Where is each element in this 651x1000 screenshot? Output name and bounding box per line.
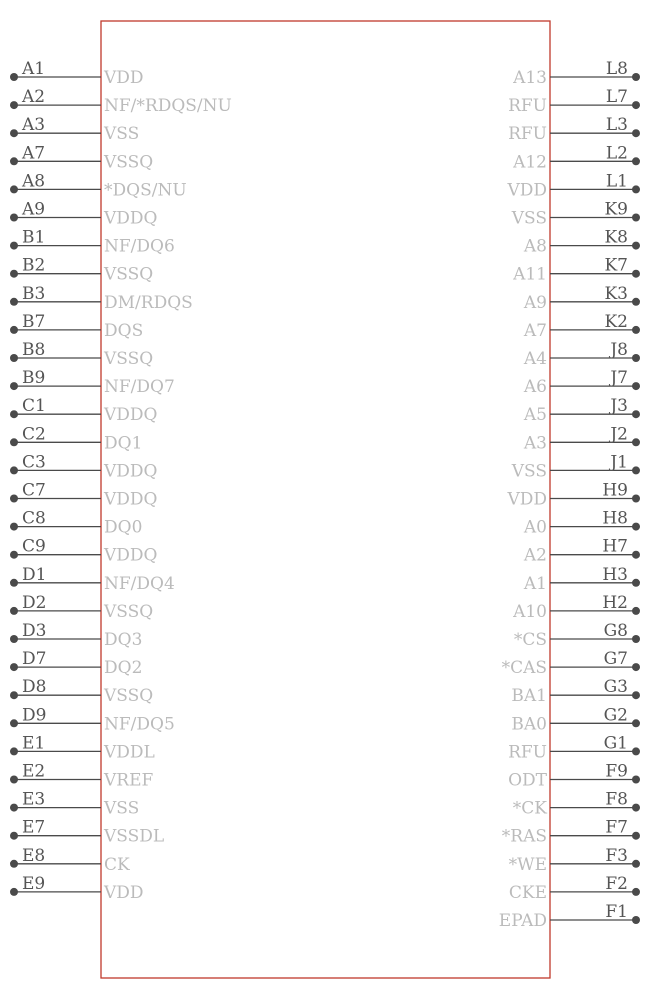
right-pin [513,790,640,819]
pin-number-label: J8 [610,340,628,360]
pin-number-label: L8 [605,59,628,79]
right-pin [508,87,640,116]
pin-number-label: A8 [22,171,46,192]
left-pin [10,87,232,116]
pin-number-label: K7 [604,255,628,276]
pin-connection-dot [10,326,18,334]
pin-number-label: D2 [22,592,47,613]
pin-number-label: H2 [602,592,628,613]
pin-number-label: K9 [604,199,628,220]
left-pin [10,733,155,762]
pin-connection-dot [632,214,640,222]
pin-number-label: K2 [604,311,628,332]
pin-name-label: RFU [508,96,547,117]
pin-connection-dot [10,691,18,699]
pin-name-label: VSSDL [104,826,165,847]
pin-connection-dot [10,129,18,137]
pin-connection-dot [632,719,640,727]
left-pin [10,621,142,650]
right-pin [523,284,640,313]
pin-number-label: F3 [605,845,628,866]
right-pin [508,762,640,791]
pin-name-label: A1 [523,573,547,594]
pin-connection-dot [632,916,640,924]
pin-number-label: D1 [22,564,47,585]
pin-name-label: VSSQ [104,601,154,622]
right-pin [508,733,640,762]
pin-name-label: VSS [104,798,140,819]
pin-name-label: DQ0 [104,517,143,538]
pin-name-label: *DQS/NU [104,180,187,201]
pin-name-label: A9 [523,292,547,313]
pin-name-label: A12 [513,152,547,173]
pin-name-label: A13 [513,68,547,88]
pin-number-label: J7 [610,368,628,389]
pin-number-label: D8 [22,677,47,698]
right-pin [512,59,640,88]
left-pin [10,649,142,678]
pin-name-label: VDDQ [104,545,158,566]
pin-connection-dot [10,551,18,559]
pin-name-label: CKE [508,882,547,903]
pin-connection-dot [10,579,18,587]
pin-connection-dot [632,410,640,418]
pin-connection-dot [632,551,640,559]
pin-name-label: VDDQ [104,405,158,426]
pin-number-label: G3 [603,677,628,698]
right-pin [523,340,640,369]
pin-connection-dot [632,579,640,587]
pin-name-label: NF/DQ7 [104,377,175,398]
left-pin [10,256,153,285]
pin-name-label: DQ3 [104,630,143,650]
pin-connection-dot [10,888,18,896]
pin-name-label: DQS [104,320,144,341]
left-pin [10,593,153,622]
pin-number-label: K8 [604,227,628,248]
pin-name-label: NF/DQ5 [104,714,175,735]
pin-number-label: E3 [22,789,46,810]
right-pin [502,818,640,847]
pin-connection-dot [632,495,640,503]
pin-number-label: G1 [603,733,628,754]
right-pin [523,312,640,341]
pin-name-label: VSS [511,208,547,229]
right-pin [499,902,640,931]
left-pin [10,705,175,734]
right-pin [502,649,640,678]
left-pin [10,312,143,341]
pin-number-label: J1 [610,452,628,473]
pin-connection-dot [632,607,640,615]
right-pin [523,537,640,566]
pin-number-label: B8 [22,340,46,360]
pin-name-label: *WE [508,854,547,875]
pin-number-label: J2 [610,424,628,445]
pin-number-label: L2 [605,143,628,164]
pin-connection-dot [632,298,640,306]
pin-number-label: B1 [22,227,46,248]
left-pin [10,846,130,875]
pin-connection-dot [10,354,18,362]
pin-number-label: L1 [605,171,628,192]
pin-connection-dot [632,776,640,784]
pin-connection-dot [10,382,18,390]
right-pin [508,115,640,144]
pin-number-label: C9 [22,536,46,557]
pin-connection-dot [632,129,640,137]
pin-name-label: CK [104,854,130,875]
pin-number-label: E1 [22,733,46,754]
pin-name-label: DQ1 [104,433,143,454]
pin-connection-dot [632,663,640,671]
pin-connection-dot [632,157,640,165]
pin-name-label: VSSQ [104,264,154,285]
pin-number-label: E8 [22,845,46,866]
pin-number-label: K3 [604,283,628,304]
pin-number-label: C7 [22,480,46,501]
pin-number-label: H7 [602,536,628,557]
right-pin [523,228,640,257]
pin-connection-dot [632,101,640,109]
pin-name-label: VSS [104,124,140,145]
pin-name-label: DQ2 [104,658,143,679]
left-pin [10,677,153,706]
pin-number-label: B2 [22,255,46,276]
right-pin [511,452,640,481]
right-pin [523,565,640,594]
pin-name-label: NF/DQ4 [104,573,175,594]
pin-name-label: A7 [523,320,547,341]
pin-connection-dot [10,804,18,812]
pin-number-label: L3 [605,115,628,136]
pin-name-label: EPAD [498,911,547,931]
pin-number-label: D9 [22,705,47,726]
pin-connection-dot [632,73,640,81]
pin-name-label: A11 [513,264,547,285]
pin-number-label: G2 [603,705,628,726]
pin-number-label: A7 [22,143,46,164]
pin-connection-dot [10,832,18,840]
pin-number-label: F2 [605,873,628,894]
pin-number-label: B7 [22,311,46,332]
pin-number-label: L7 [605,87,628,108]
pin-number-label: A1 [22,59,46,79]
pin-number-label: D7 [22,649,47,670]
pin-connection-dot [10,298,18,306]
pin-connection-dot [632,270,640,278]
pin-number-label: F1 [605,902,628,922]
pin-name-label: VDDQ [104,208,158,229]
pin-name-label: VSSQ [104,349,154,369]
left-pin [10,200,157,229]
left-pin [10,424,142,453]
right-pin [512,143,640,172]
pin-number-label: G7 [603,649,628,670]
pin-connection-dot [10,242,18,250]
left-pin [10,481,157,510]
pin-name-label: VDD [507,489,547,510]
pin-connection-dot [10,747,18,755]
pin-number-label: E9 [22,873,46,894]
pin-connection-dot [632,185,640,193]
pin-number-label: F7 [605,817,628,838]
pin-connection-dot [632,804,640,812]
pin-connection-dot [632,523,640,531]
pin-number-label: C1 [22,396,46,417]
pin-connection-dot [10,607,18,615]
pin-name-label: A6 [523,377,547,398]
left-pin [10,874,144,903]
right-pin [511,200,640,229]
pin-connection-dot [10,466,18,474]
right-pin [523,424,640,453]
pin-connection-dot [10,214,18,222]
pin-number-label: J3 [610,396,628,417]
left-pin [10,790,139,819]
pin-name-label: VSSQ [104,152,154,173]
pin-connection-dot [10,635,18,643]
pin-name-label: A8 [523,236,547,257]
right-pin [509,874,640,903]
pin-connection-dot [10,495,18,503]
pin-connection-dot [10,523,18,531]
pin-name-label: RFU [508,742,547,763]
left-pin [10,115,139,144]
pin-connection-dot [632,382,640,390]
left-pin [10,537,157,566]
left-pin [10,818,164,847]
pin-number-label: H3 [602,564,628,585]
pin-connection-dot [632,438,640,446]
pin-name-label: A10 [513,601,547,622]
pin-name-label: A4 [523,349,547,369]
pin-name-label: VDD [104,68,144,88]
right-pin [523,396,640,425]
pin-name-label: VDDL [104,742,155,763]
pin-number-label: D3 [22,621,47,641]
pin-connection-dot [632,860,640,868]
left-pin [10,509,142,538]
pin-connection-dot [10,719,18,727]
pin-connection-dot [632,635,640,643]
pin-connection-dot [632,326,640,334]
pin-connection-dot [632,888,640,896]
pin-name-label: *RAS [501,826,547,847]
pin-number-label: A3 [22,115,46,136]
pin-connection-dot [10,157,18,165]
right-pin [523,368,640,397]
left-pin [10,762,153,791]
left-pin [10,171,187,200]
right-pin [512,256,640,285]
right-pin [514,621,640,650]
pin-name-label: BA1 [511,686,547,707]
left-pin [10,565,175,594]
left-pin [10,452,157,481]
pin-number-label: G8 [603,621,628,641]
right-pin [506,481,640,510]
right-pin [512,593,640,622]
pin-connection-dot [10,438,18,446]
pin-number-label: C3 [22,452,46,473]
left-pin [10,368,175,397]
pin-connection-dot [10,185,18,193]
pin-name-label: RFU [508,124,547,145]
left-pin-column [10,59,232,903]
left-pin [10,143,153,172]
pin-name-label: VSS [511,461,547,482]
pin-name-label: *CS [513,630,547,650]
pin-connection-dot [10,776,18,784]
pin-connection-dot [10,101,18,109]
pin-name-label: A5 [523,405,547,426]
pin-name-label: A3 [523,433,547,454]
pin-connection-dot [10,663,18,671]
pin-number-label: A2 [22,87,46,108]
pin-number-label: B3 [22,283,46,304]
right-pin [509,846,640,875]
right-pin [506,171,640,200]
pin-name-label: DM/RDQS [104,292,193,313]
pin-name-label: *CK [512,798,547,819]
pin-number-label: A9 [22,199,46,220]
pin-number-label: C8 [22,508,46,529]
pin-number-label: B9 [22,368,46,389]
right-pin-column [499,59,640,931]
ic-body-outline [101,21,550,978]
pin-connection-dot [632,466,640,474]
pin-name-label: NF/*RDQS/NU [104,96,232,117]
pin-name-label: ODT [508,770,547,791]
pin-connection-dot [10,270,18,278]
pin-number-label: H8 [602,508,628,529]
pin-name-label: VREF [104,770,154,791]
left-pin [10,228,175,257]
pin-connection-dot [10,860,18,868]
pin-name-label: VDD [507,180,547,201]
pin-connection-dot [632,354,640,362]
left-pin [10,396,157,425]
pin-number-label: F9 [605,761,628,782]
pin-name-label: VDDQ [104,461,158,482]
pin-name-label: NF/DQ6 [104,236,175,257]
pin-connection-dot [632,747,640,755]
pin-connection-dot [10,410,18,418]
pin-connection-dot [632,832,640,840]
right-pin [511,677,640,706]
pin-name-label: *CAS [501,658,547,679]
pin-name-label: VSSQ [104,686,154,707]
left-pin [10,340,153,369]
pin-number-label: F8 [605,789,628,810]
pin-name-label: BA0 [511,714,547,735]
pin-number-label: H9 [602,480,628,501]
pin-name-label: A0 [523,517,547,538]
pin-number-label: C2 [22,424,46,445]
pin-name-label: VDD [104,882,144,903]
pin-number-label: E2 [22,761,46,782]
pin-connection-dot [632,691,640,699]
right-pin [523,509,640,538]
left-pin [10,59,144,88]
right-pin [511,705,640,734]
pin-connection-dot [632,242,640,250]
pin-connection-dot [10,73,18,81]
pin-number-label: E7 [22,817,46,838]
pin-name-label: VDDQ [104,489,158,510]
pin-name-label: A2 [523,545,547,566]
